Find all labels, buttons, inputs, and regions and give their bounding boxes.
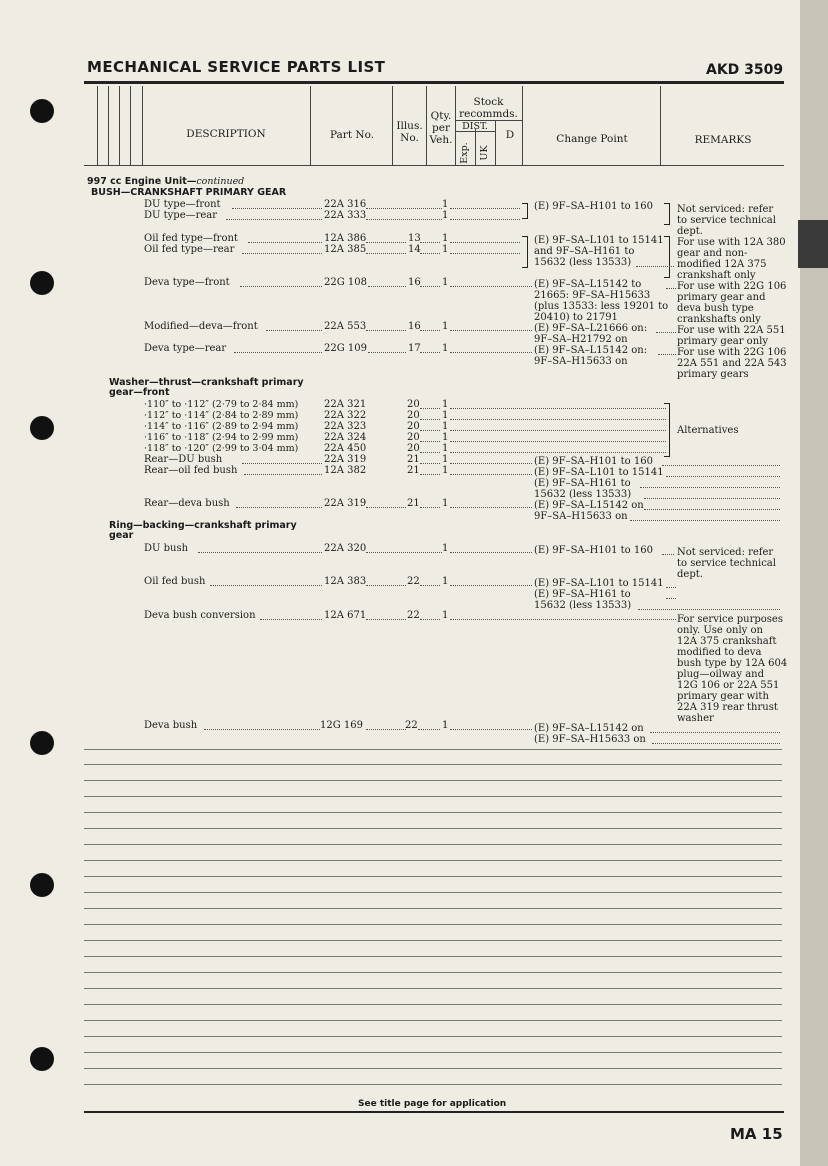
change-point: (E) 9F–SA–L15142 to xyxy=(534,279,642,290)
row-illus: 22 xyxy=(407,576,420,587)
change-point: and 9F–SA–H161 to xyxy=(534,246,635,257)
col-dist: DIST. xyxy=(462,121,488,132)
row-description: ·116″ to ·118″ (2·94 to 2·99 mm) xyxy=(144,432,299,443)
col-illus: Illus. No. xyxy=(396,120,423,144)
remark: only. Use only on xyxy=(677,625,763,636)
change-point: (E) 9F–SA–H101 to 160 xyxy=(534,456,653,467)
row-illus: 20 xyxy=(407,399,420,410)
row-part-no: 22A 321 xyxy=(324,399,367,410)
row-description: Rear—oil fed bush xyxy=(144,465,238,476)
remark: dept. xyxy=(677,226,703,237)
col-change-point: Change Point xyxy=(556,133,628,145)
row-description: Deva type—front xyxy=(144,277,230,288)
change-point: (E) 9F–SA–H161 to xyxy=(534,478,631,489)
binder-hole xyxy=(30,873,54,897)
remark: 12G 106 or 22A 551 xyxy=(677,680,780,691)
change-point: 20410) to 21791 xyxy=(534,312,618,323)
change-point: (E) 9F–SA–H15633 on xyxy=(534,734,646,745)
change-point: (E) 9F–SA–L101 to 15141 xyxy=(534,467,664,478)
change-point: 9F–SA–H15633 on xyxy=(534,356,628,367)
row-description: ·110″ to ·112″ (2·79 to 2·84 mm) xyxy=(144,399,299,410)
row-qty: 1 xyxy=(442,399,449,410)
row-description: Oil fed type—rear xyxy=(144,244,235,255)
change-point: (E) 9F–SA–L101 to 15141 xyxy=(534,578,664,589)
row-description: Oil fed bush xyxy=(144,576,206,587)
row-part-no: 22A 333 xyxy=(324,210,367,221)
group-heading: gear—front xyxy=(109,387,170,398)
row-qty: 1 xyxy=(442,321,449,332)
group-heading: Ring—backing—crankshaft primary xyxy=(109,520,297,531)
row-qty: 1 xyxy=(442,576,449,587)
binder-hole xyxy=(30,1047,54,1071)
change-point: 21665: 9F–SA–H15633 xyxy=(534,290,651,301)
change-point: (E) 9F–SA–H101 to 160 xyxy=(534,545,653,556)
row-illus: 22 xyxy=(407,610,420,621)
row-description: Rear—DU bush xyxy=(144,454,223,465)
col-exp: Exp. xyxy=(459,142,470,164)
row-qty: 1 xyxy=(442,454,449,465)
row-part-no: 22A 316 xyxy=(324,199,367,210)
change-point: (E) 9F–SA–H101 to 160 xyxy=(534,201,653,212)
remark: crankshafts only xyxy=(677,314,761,325)
row-part-no: 22A 322 xyxy=(324,410,367,421)
remark: For use with 12A 380 xyxy=(677,237,786,248)
row-part-no: 22A 320 xyxy=(324,543,367,554)
page-number: MA 15 xyxy=(730,1125,783,1143)
change-point: 9F–SA–H15633 on xyxy=(534,511,628,522)
change-point: 15632 (less 13533) xyxy=(534,257,632,268)
col-description: DESCRIPTION xyxy=(186,128,266,140)
remark: For use with 22G 106 xyxy=(677,281,787,292)
remark: washer xyxy=(677,713,714,724)
remark: dept. xyxy=(677,569,703,580)
remark: modified 12A 375 xyxy=(677,259,767,270)
remark: bush type by 12A 604 xyxy=(677,658,788,669)
row-illus: 22 xyxy=(405,720,418,731)
row-qty: 1 xyxy=(442,277,449,288)
unit-heading: 997 cc Engine Unit—continued xyxy=(87,176,245,187)
row-qty: 1 xyxy=(442,421,449,432)
row-qty: 1 xyxy=(442,432,449,443)
change-point: (E) 9F–SA–L15142 on xyxy=(534,723,644,734)
row-description: Deva bush conversion xyxy=(144,610,256,621)
title-rule xyxy=(84,81,784,84)
remark: Not serviced: refer xyxy=(677,204,774,215)
row-qty: 1 xyxy=(442,244,449,255)
row-part-no: 22G 108 xyxy=(324,277,367,288)
change-point: (E) 9F–SA–L101 to 15141 xyxy=(534,235,664,246)
change-point: 15632 (less 13533) xyxy=(534,489,632,500)
binder-hole xyxy=(30,271,54,295)
row-illus: 21 xyxy=(407,498,420,509)
row-part-no: 12A 382 xyxy=(324,465,367,476)
remark: primary gears xyxy=(677,369,749,380)
row-illus: 17 xyxy=(408,343,421,354)
binder-hole xyxy=(30,416,54,440)
row-part-no: 12G 169 xyxy=(320,720,363,731)
row-qty: 1 xyxy=(442,610,449,621)
row-qty: 1 xyxy=(442,410,449,421)
index-tab xyxy=(798,220,828,268)
row-qty: 1 xyxy=(442,543,449,554)
row-description: Rear—deva bush xyxy=(144,498,230,509)
binder-hole xyxy=(30,731,54,755)
row-illus: 21 xyxy=(407,465,420,476)
row-qty: 1 xyxy=(442,343,449,354)
remark: modified to deva xyxy=(677,647,762,658)
row-part-no: 22A 450 xyxy=(324,443,367,454)
remark: crankshaft only xyxy=(677,270,756,281)
row-qty: 1 xyxy=(442,720,449,731)
row-illus: 20 xyxy=(407,443,420,454)
remark: For service purposes xyxy=(677,614,783,625)
row-part-no: 22A 323 xyxy=(324,421,367,432)
group-heading: gear xyxy=(109,530,134,541)
row-illus: 20 xyxy=(407,432,420,443)
remark: Not serviced: refer xyxy=(677,547,774,558)
remark: 12A 375 crankshaft xyxy=(677,636,777,647)
binder-hole xyxy=(30,99,54,123)
col-uk: UK xyxy=(479,145,490,161)
row-part-no: 22A 319 xyxy=(324,498,367,509)
remark: gear and non- xyxy=(677,248,748,259)
row-qty: 1 xyxy=(442,233,449,244)
change-point: 9F–SA–H21792 on xyxy=(534,334,628,345)
row-description: Oil fed type—front xyxy=(144,233,238,244)
row-qty: 1 xyxy=(442,199,449,210)
row-description: Deva type—rear xyxy=(144,343,227,354)
row-description: DU type—rear xyxy=(144,210,218,221)
change-point: (plus 13533: less 19201 to xyxy=(534,301,669,312)
remark: For use with 22A 551 xyxy=(677,325,786,336)
footer-rule xyxy=(84,1111,784,1113)
remark: deva bush type xyxy=(677,303,754,314)
row-qty: 1 xyxy=(442,210,449,221)
row-part-no: 22G 109 xyxy=(324,343,367,354)
row-illus: 20 xyxy=(407,421,420,432)
remark: For use with 22G 106 xyxy=(677,347,787,358)
row-part-no: 22A 319 xyxy=(324,454,367,465)
row-description: Deva bush xyxy=(144,720,198,731)
col-qty: Qty. per Veh. xyxy=(429,110,453,146)
row-part-no: 12A 386 xyxy=(324,233,367,244)
remark: plug—oilway and xyxy=(677,669,765,680)
remark: Alternatives xyxy=(677,425,739,436)
row-part-no: 12A 385 xyxy=(324,244,367,255)
page-edge xyxy=(800,0,828,1166)
row-description: ·118″ to ·120″ (2·99 to 3·04 mm) xyxy=(144,443,299,454)
row-illus: 14 xyxy=(408,244,421,255)
remark: to service technical xyxy=(677,558,776,569)
row-part-no: 22A 324 xyxy=(324,432,367,443)
row-part-no: 12A 383 xyxy=(324,576,367,587)
col-remarks: REMARKS xyxy=(694,134,752,146)
row-qty: 1 xyxy=(442,465,449,476)
col-d: D xyxy=(505,129,515,141)
row-description: ·114″ to ·116″ (2·89 to 2·94 mm) xyxy=(144,421,299,432)
remark: 22A 319 rear thrust xyxy=(677,702,778,713)
row-part-no: 22A 553 xyxy=(324,321,367,332)
row-illus: 16 xyxy=(408,321,421,332)
row-illus: 21 xyxy=(407,454,420,465)
row-description: Modified—deva—front xyxy=(144,321,258,332)
row-qty: 1 xyxy=(442,443,449,454)
row-illus: 20 xyxy=(407,410,420,421)
change-point: (E) 9F–SA–L15142 on xyxy=(534,500,644,511)
remark: 22A 551 and 22A 543 xyxy=(677,358,787,369)
footer-note: See title page for application xyxy=(358,1099,507,1109)
col-stock: Stock recommds. xyxy=(459,96,518,120)
row-part-no: 12A 671 xyxy=(324,610,367,621)
page-title: MECHANICAL SERVICE PARTS LIST xyxy=(87,58,386,76)
change-point: 15632 (less 13533) xyxy=(534,600,632,611)
change-point: (E) 9F–SA–L21666 on: xyxy=(534,323,648,334)
row-description: DU type—front xyxy=(144,199,221,210)
remark: primary gear with xyxy=(677,691,769,702)
group-heading: Washer—thrust—crankshaft primary xyxy=(109,377,304,388)
remark: primary gear only xyxy=(677,336,768,347)
change-point: (E) 9F–SA–L15142 on: xyxy=(534,345,648,356)
remark: to service technical xyxy=(677,215,776,226)
change-point: (E) 9F–SA–H161 to xyxy=(534,589,631,600)
row-qty: 1 xyxy=(442,498,449,509)
document-reference: AKD 3509 xyxy=(706,62,784,78)
row-illus: 13 xyxy=(408,233,421,244)
col-part-no: Part No. xyxy=(329,129,375,141)
group-heading: BUSH—CRANKSHAFT PRIMARY GEAR xyxy=(91,187,287,198)
row-illus: 16 xyxy=(408,277,421,288)
row-description: DU bush xyxy=(144,543,189,554)
row-description: ·112″ to ·114″ (2·84 to 2·89 mm) xyxy=(144,410,299,421)
remark: primary gear and xyxy=(677,292,766,303)
